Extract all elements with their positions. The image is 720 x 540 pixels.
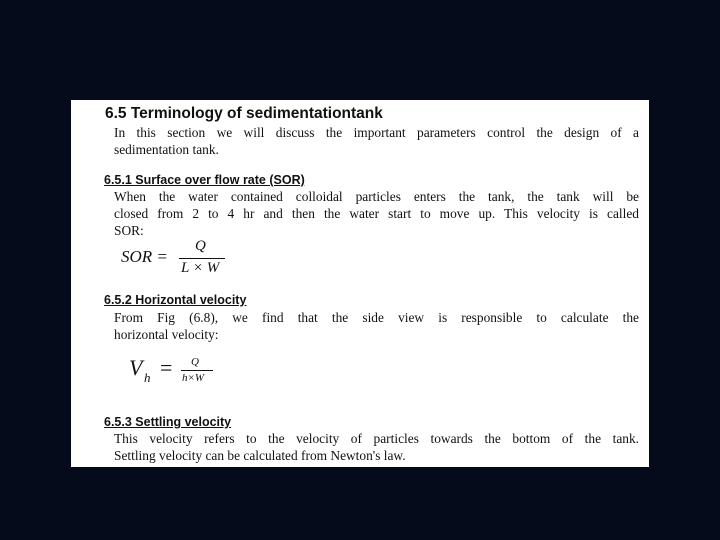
formula-lhs-subscript: h <box>144 370 151 385</box>
page-title: 6.5 Terminology of sedimentationtank <box>105 105 383 122</box>
formula-equals: = <box>160 355 173 380</box>
formula-denominator: h×W <box>182 372 205 384</box>
intro-line: In this section we will discuss the important parameters control the design of a <box>114 125 639 140</box>
section-heading-horizontal-velocity: 6.5.2 Horizontal velocity <box>104 293 247 307</box>
section-heading-settling-velocity: 6.5.3 Settling velocity <box>104 415 232 429</box>
document-page <box>71 100 649 467</box>
section-heading-sor: 6.5.1 Surface over flow rate (SOR) <box>104 173 305 187</box>
section-paragraph-horizontal-velocity <box>114 309 639 343</box>
section-paragraph-settling-velocity <box>114 430 639 464</box>
paragraph-line: Settling velocity can be calculated from Newton's law. <box>114 448 406 463</box>
formula-numerator: Q <box>195 238 206 254</box>
section-paragraph-sor <box>114 188 639 239</box>
formula-denominator: L × W <box>181 260 220 276</box>
formula-numerator: Q <box>191 356 199 368</box>
intro-line: sedimentation tank. <box>114 142 219 157</box>
intro-paragraph <box>114 124 639 158</box>
paragraph-line: When the water contained colloidal particles enters the tank, the tank will be <box>114 189 639 204</box>
paragraph-line: horizontal velocity: <box>114 327 219 342</box>
paragraph-line: This velocity refers to the velocity of particles towards the bottom of the tank. <box>114 431 639 446</box>
paragraph-line: closed from 2 to 4 hr and then the water start to move up. This velocity is called <box>114 206 639 221</box>
formula-lhs-variable: V <box>129 355 143 380</box>
fraction-bar <box>179 258 225 259</box>
paragraph-line: SOR: <box>114 223 144 238</box>
fraction-bar <box>181 370 213 371</box>
paragraph-line: From Fig (6.8), we find that the side view is responsible to calculate the <box>114 310 639 325</box>
formula-lhs: SOR = <box>121 247 168 266</box>
